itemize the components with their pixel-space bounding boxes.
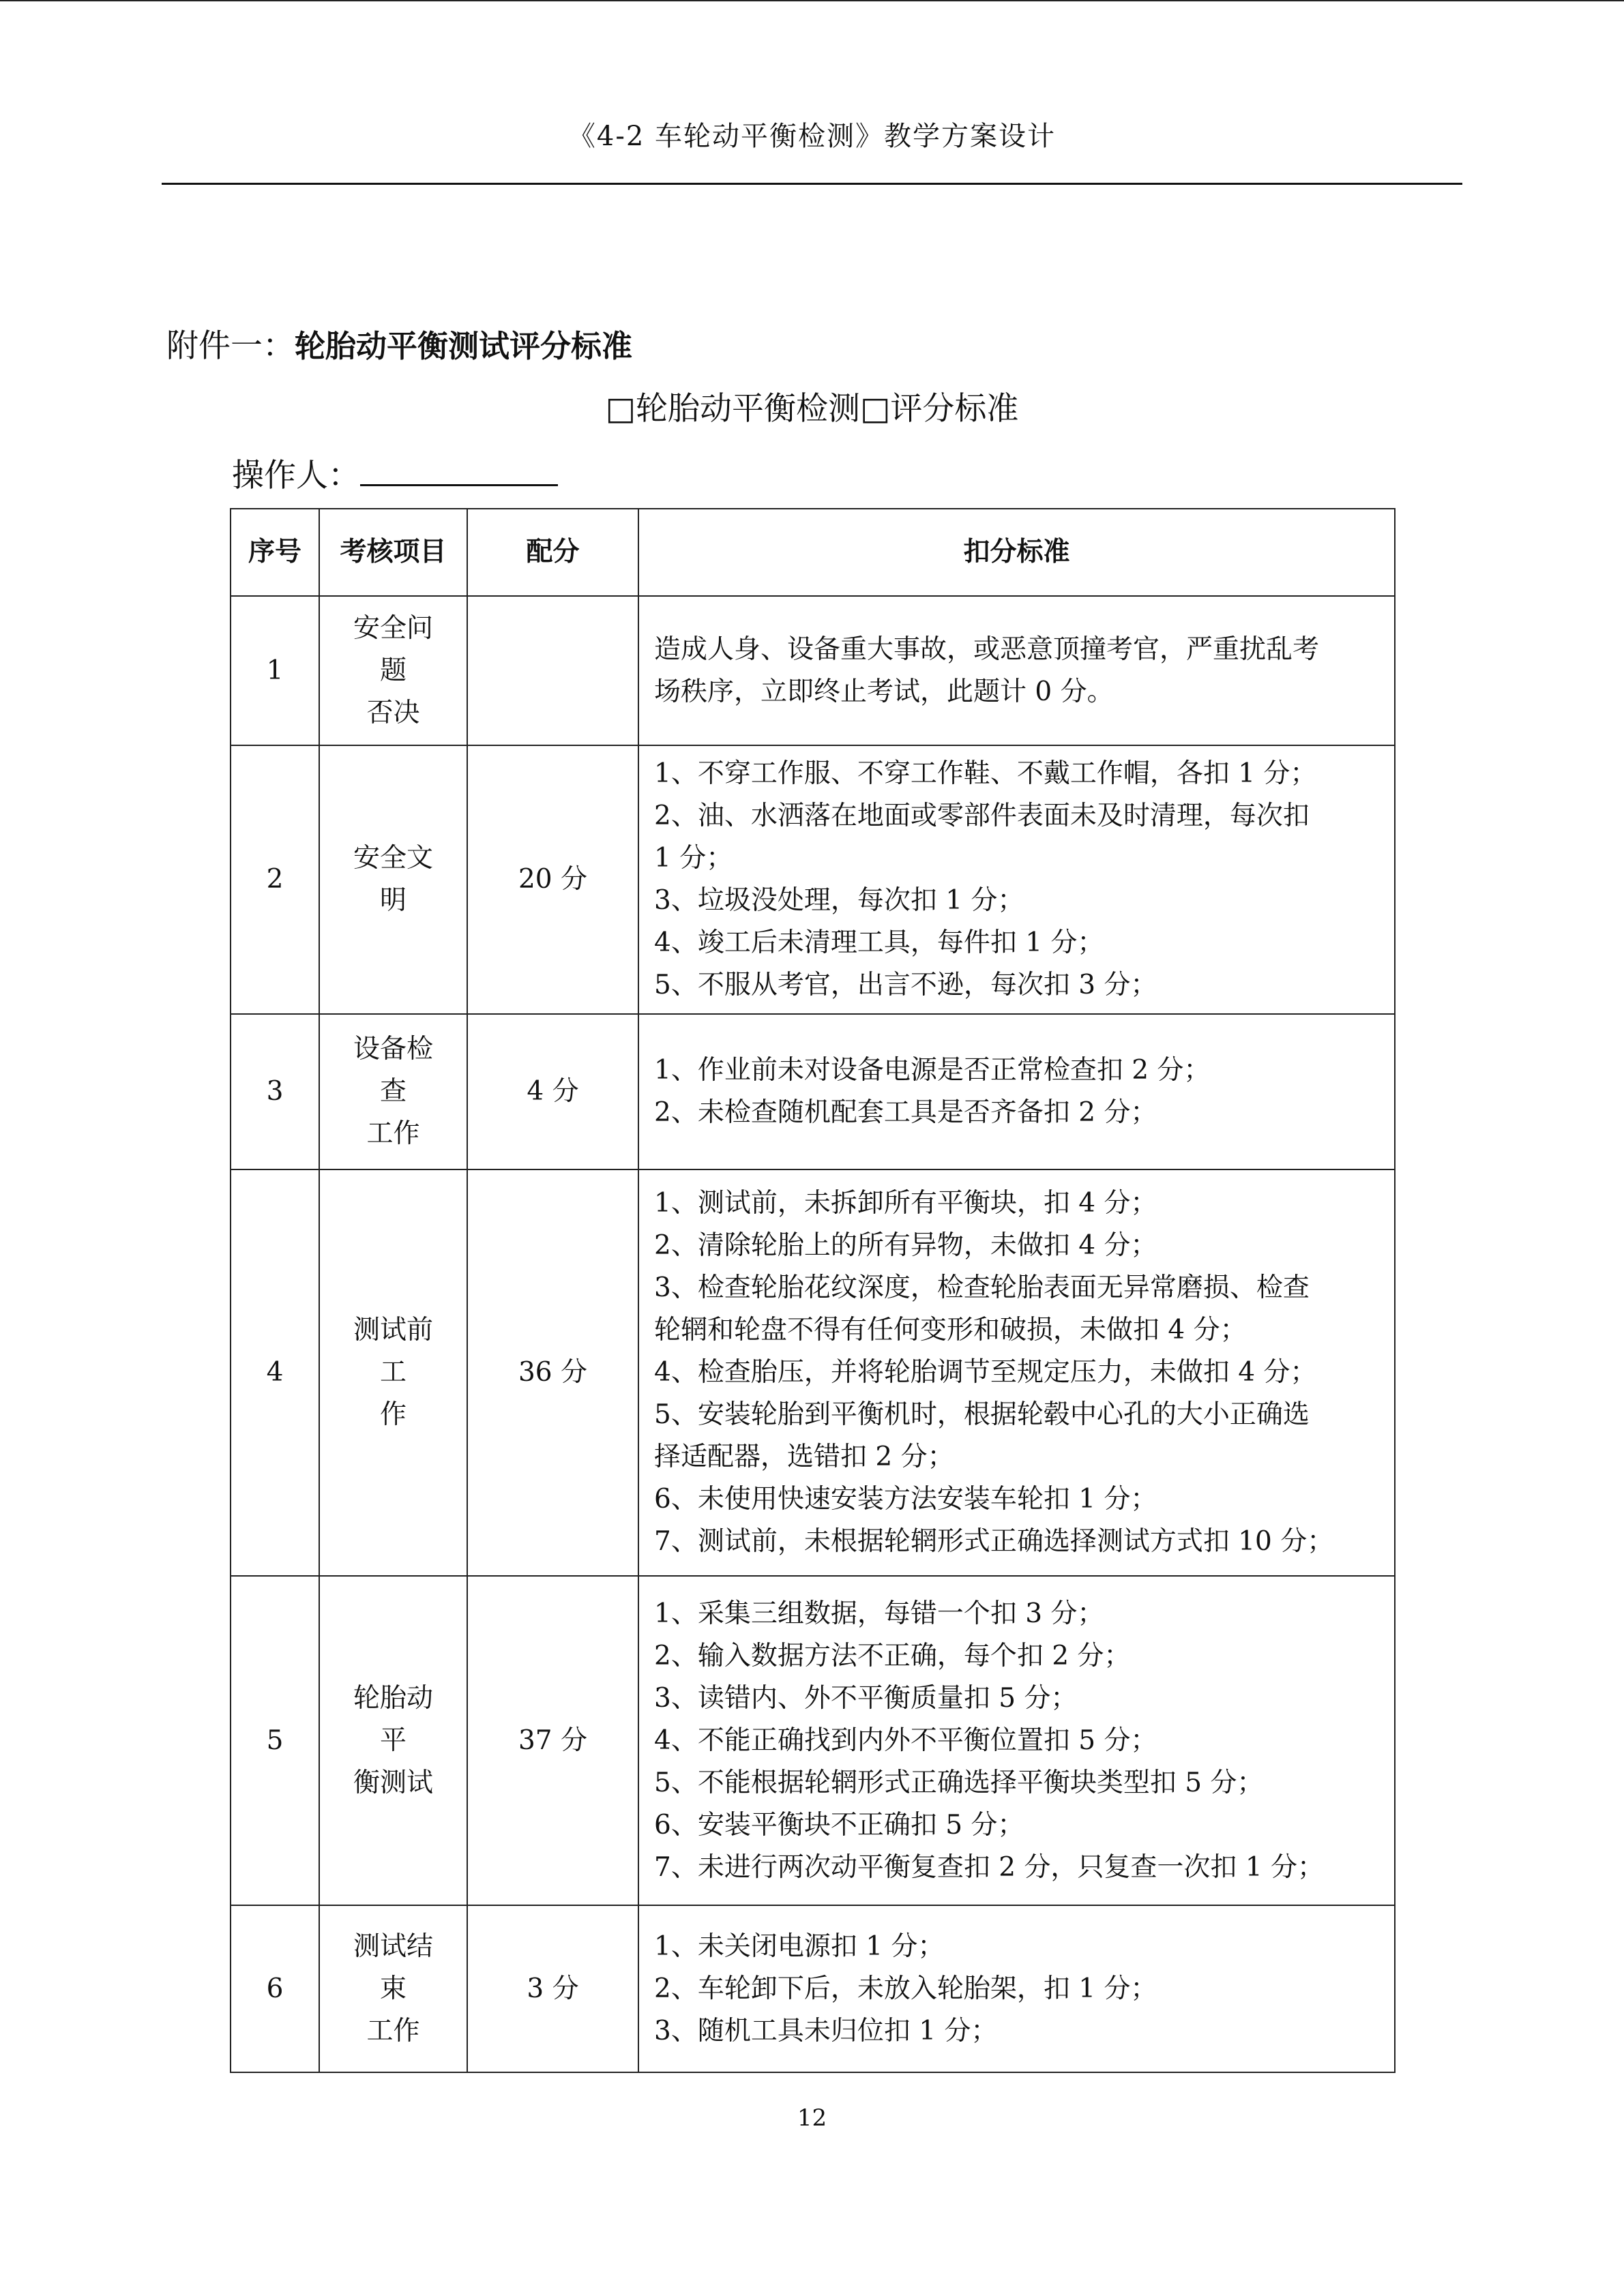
criteria-line: 2、清除轮胎上的所有异物，未做扣 4 分； xyxy=(654,1230,1157,1261)
row-item xyxy=(319,1014,467,1169)
criteria-line: 2、未检查随机配套工具是否齐备扣 2 分； xyxy=(654,1097,1157,1128)
criteria-line: 7、未进行两次动平衡复查扣 2 分，只复查一次扣 1 分； xyxy=(654,1851,1325,1883)
row-number: 1 xyxy=(231,596,319,745)
criteria-line: 1、不穿工作服、不穿工作鞋、不戴工作帽，各扣 1 分； xyxy=(654,758,1317,789)
row-number: 5 xyxy=(231,1576,319,1905)
criteria-line: 7、测试前，未根据轮辋形式正确选择测试方式扣 10 分； xyxy=(654,1526,1334,1557)
row-item-text: 测试前工 作 xyxy=(353,1315,433,1430)
page-header-title: 《4-2 车轮动平衡检测》教学方案设计 xyxy=(567,121,1057,152)
criteria-line: 5、不服从考官，出言不逊，每次扣 3 分； xyxy=(654,970,1157,1000)
criteria-line: 3、垃圾没处理，每次扣 1 分； xyxy=(654,885,1024,916)
header-criteria: 扣分标准 xyxy=(638,509,1395,596)
criteria-line: 1、测试前，未拆卸所有平衡块，扣 4 分； xyxy=(654,1188,1157,1219)
row-number: 3 xyxy=(231,1014,319,1169)
attachment-title: 轮胎动平衡测试评分标准 xyxy=(295,328,633,364)
criteria-line: 5、不能根据轮辋形式正确选择平衡块类型扣 5 分； xyxy=(654,1767,1264,1798)
criteria-line: 造成人身、设备重大事故，或恶意顶撞考官，严重扰乱考 xyxy=(654,633,1320,665)
criteria-line: 5、安装轮胎到平衡机时，根据轮毂中心孔的大小正确选 xyxy=(654,1399,1310,1430)
criteria-line: 2、油、水洒落在地面或零部件表面未及时清理，每次扣 xyxy=(654,801,1310,831)
criteria-line: 场秩序，立即终止考试，此题计 0 分。 xyxy=(654,676,1114,707)
criteria-line: 2、车轮卸下后，未放入轮胎架，扣 1 分； xyxy=(654,1973,1157,2004)
row-score: 20 分 xyxy=(467,745,638,1014)
row-item xyxy=(319,1905,467,2072)
row-item-text: 测试结束 工作 xyxy=(353,1930,433,2046)
row-item xyxy=(319,1576,467,1905)
table-row xyxy=(231,1576,1395,1905)
header-no: 序号 xyxy=(231,509,319,596)
attachment-heading xyxy=(166,320,632,366)
table-row xyxy=(231,745,1395,1014)
row-item-text: 设备检查 工作 xyxy=(353,1034,433,1149)
page-number: 12 xyxy=(797,2104,827,2132)
row-item-text: 安全文明 xyxy=(353,843,433,916)
header-score: 配分 xyxy=(467,509,638,596)
header-item: 考核项目 xyxy=(319,509,467,596)
criteria-line: 6、安装平衡块不正确扣 5 分； xyxy=(654,1809,1024,1840)
table-header-row xyxy=(231,509,1395,596)
criteria-line: 2、输入数据方法不正确，每个扣 2 分； xyxy=(654,1640,1131,1671)
row-score: 36 分 xyxy=(467,1169,638,1576)
row-item-text: 轮胎动平 衡测试 xyxy=(353,1682,433,1798)
row-criteria xyxy=(638,1576,1395,1905)
row-score xyxy=(467,596,638,745)
row-score: 4 分 xyxy=(467,1014,638,1169)
row-number: 6 xyxy=(231,1905,319,2072)
criteria-line: 6、未使用快速安装方法安装车轮扣 1 分； xyxy=(654,1484,1157,1515)
table-row xyxy=(231,596,1395,745)
header-divider xyxy=(162,183,1462,185)
page-top-edge xyxy=(0,0,1624,1)
row-item xyxy=(319,1169,467,1576)
criteria-line: 1 分； xyxy=(654,843,733,874)
row-score: 3 分 xyxy=(467,1905,638,2072)
row-score: 37 分 xyxy=(467,1576,638,1905)
table-row xyxy=(231,1169,1395,1576)
attachment-prefix: 附件一： xyxy=(166,327,295,365)
criteria-line: 择适配器，选错扣 2 分； xyxy=(654,1442,954,1472)
criteria-line: 1、作业前未对设备电源是否正常检查扣 2 分； xyxy=(654,1055,1211,1086)
criteria-line: 3、随机工具未归位扣 1 分； xyxy=(654,2015,998,2046)
row-item xyxy=(319,745,467,1014)
row-criteria xyxy=(638,745,1395,1014)
criteria-line: 4、竣工后未清理工具，每件扣 1 分； xyxy=(654,927,1104,958)
criteria-line: 轮辋和轮盘不得有任何变形和破损，未做扣 4 分； xyxy=(654,1315,1247,1345)
criteria-line: 4、检查胎压，并将轮胎调节至规定压力，未做扣 4 分； xyxy=(654,1357,1317,1388)
scoring-table xyxy=(230,508,1396,2073)
criteria-line: 3、检查轮胎花纹深度，检查轮胎表面无异常磨损、检查 xyxy=(654,1272,1310,1303)
criteria-line: 1、未关闭电源扣 1 分； xyxy=(654,1930,945,1962)
operator-label: 操作人： xyxy=(232,457,360,494)
table-row xyxy=(231,1905,1395,2072)
row-item xyxy=(319,596,467,745)
row-item-text: 安全问题 否决 xyxy=(353,612,433,728)
criteria-line: 4、不能正确找到内外不平衡位置扣 5 分； xyxy=(654,1725,1157,1756)
table-row xyxy=(231,1014,1395,1169)
operator-blank-underline xyxy=(360,457,558,486)
row-number: 2 xyxy=(231,745,319,1014)
row-criteria xyxy=(638,596,1395,745)
table-body xyxy=(231,596,1395,2072)
row-criteria xyxy=(638,1169,1395,1576)
row-criteria xyxy=(638,1905,1395,2072)
row-criteria xyxy=(638,1014,1395,1169)
table-title: □轮胎动平衡检测□评分标准 xyxy=(605,390,1019,428)
criteria-line: 3、读错内、外不平衡质量扣 5 分； xyxy=(654,1682,1078,1714)
operator-line xyxy=(232,450,558,496)
row-number: 4 xyxy=(231,1169,319,1576)
criteria-line: 1、采集三组数据，每错一个扣 3 分； xyxy=(654,1598,1104,1629)
